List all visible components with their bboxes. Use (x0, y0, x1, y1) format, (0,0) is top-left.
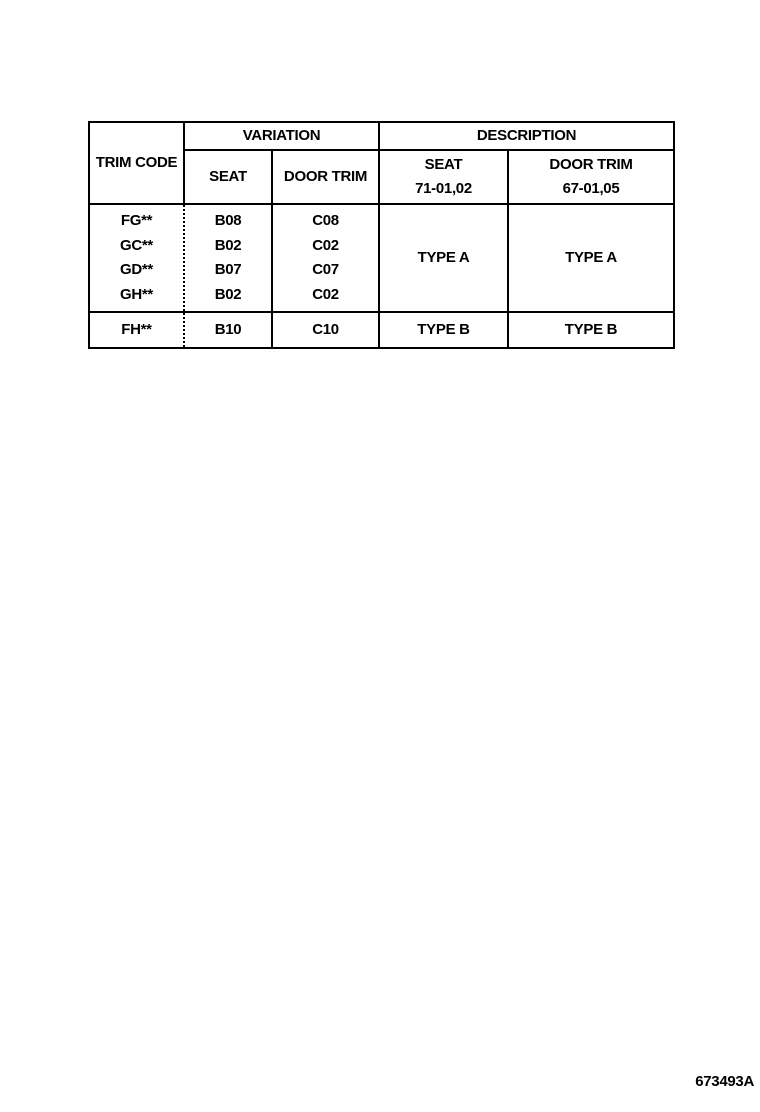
header-description-seat (379, 150, 508, 204)
header-description: DESCRIPTION (379, 122, 674, 150)
trim-code-cell: GC** (120, 236, 153, 254)
header-description-door-trim (508, 150, 674, 204)
door-trim-cell: C02 (312, 285, 339, 303)
door-trim-cell: C08 (312, 212, 339, 229)
header-trim-code: TRIM CODE (89, 122, 184, 204)
group-a-trim-codes (89, 204, 184, 312)
group-a-seats (184, 204, 272, 312)
group-a-door-trim-description: TYPE A (508, 204, 674, 312)
trim-code-cell: FG** (120, 212, 153, 229)
door-trim-cell: C07 (312, 261, 339, 278)
description-door-trim-label: DOOR TRIM (549, 155, 633, 173)
seat-cell: B02 (214, 236, 242, 254)
header-variation-seat: SEAT (184, 150, 272, 204)
group-b-seat: B10 (184, 312, 272, 348)
door-trim-cell: C02 (312, 236, 339, 254)
description-seat-code: 71-01,02 (415, 180, 472, 197)
group-b-door-trim: C10 (272, 312, 379, 348)
trim-variation-table (88, 121, 675, 349)
header-variation-door-trim: DOOR TRIM (272, 150, 379, 204)
group-b-seat-description: TYPE B (379, 312, 508, 348)
group-b-door-trim-description: TYPE B (508, 312, 674, 348)
seat-cell: B08 (214, 212, 242, 229)
trim-code-cell: GH** (120, 285, 153, 303)
group-b-trim-code: FH** (89, 312, 184, 348)
seat-cell: B07 (214, 261, 242, 278)
description-door-trim-code: 67-01,05 (562, 180, 620, 197)
header-variation: VARIATION (184, 122, 379, 150)
seat-cell: B02 (214, 285, 242, 303)
description-seat-label: SEAT (424, 155, 463, 173)
group-a-door-trims (272, 204, 379, 312)
trim-code-cell: GD** (120, 261, 153, 278)
group-a-seat-description: TYPE A (379, 204, 508, 312)
figure-id: 673493A (695, 1073, 754, 1090)
